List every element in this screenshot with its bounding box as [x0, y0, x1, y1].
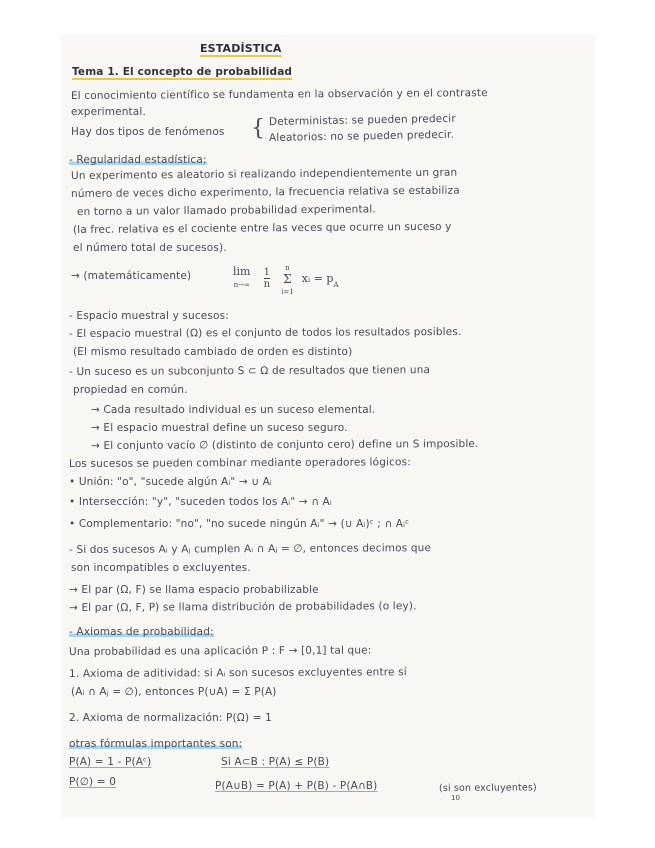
- espacio-heading: - Espacio muestral y sucesos:: [69, 310, 229, 322]
- formula-empty: P(∅) = 0: [69, 776, 117, 788]
- regularidad-line-1: Un experimento es aleatorio si realizando independientemente un gran: [70, 166, 458, 182]
- phenomena-lead: Hay dos tipos de fenómenos: [71, 126, 225, 138]
- phenomena-random: Aleatorios: no se pueden predecir.: [268, 128, 455, 144]
- formula-rest-subscript: A: [333, 281, 339, 290]
- topic-heading: Tema 1. El concepto de probabilidad: [72, 66, 293, 78]
- lim-subscript: n→∞: [233, 281, 250, 289]
- op-interseccion: • Intersección: "y", "suceden todos los Aᵢ" → ∩ Aᵢ: [69, 496, 332, 508]
- frac-denominator: n: [263, 279, 271, 290]
- combine-line: Los sucesos se pueden combinar mediante operadores lógicos:: [68, 456, 411, 470]
- page-title: ESTADÍSTICA: [200, 42, 282, 55]
- op-complementario: • Complementario: "no", "no sucede ningún Aᵢ" → (∪ Aᵢ)ᶜ ; ∩ Aᵢᶜ: [69, 518, 410, 530]
- lim-label: lim: [233, 265, 251, 278]
- otras-formulas-heading: otras fórmulas importantes son:: [69, 738, 243, 750]
- distribucion-probabilidades: → El par (Ω, F, P) se llama distribución de probabilidades (o ley).: [68, 600, 417, 614]
- phenomena-deterministic: Deterministas: se pueden predecir: [268, 112, 456, 128]
- axioma-aditividad-cont: (Aᵢ ∩ Aⱼ = ∅), entonces P(∪A) = Σ P(A): [71, 686, 277, 698]
- regularidad-line-2: número de veces dicho experimento, la frecuencia relativa se estabiliza: [70, 184, 460, 200]
- formula-rest: xᵢ = p: [301, 272, 334, 285]
- incompatibles-line-2: son incompatibles o excluyentes.: [71, 562, 251, 574]
- notebook-page: [63, 36, 593, 816]
- formula-complement: P(A) = 1 - P(Aᶜ): [69, 756, 152, 768]
- sum-symbol: Σ: [283, 272, 292, 286]
- brace-icon: {: [251, 116, 265, 141]
- regularidad-line-3: en torno a un valor llamado probabilidad experimental.: [76, 203, 376, 218]
- sum-lower: i=1: [281, 288, 294, 296]
- axioma-aditividad: 1. Axioma de aditividad: si Aᵢ son sucesos excluyentes entre sí: [68, 666, 407, 680]
- espacio-line-4: propiedad en común.: [73, 384, 188, 396]
- axiomas-definition: Una probabilidad es una aplicación P : F → [0,1] tal que:: [68, 644, 372, 658]
- suceso-imposible-bullet: → El conjunto vacío ∅ (distinto de conjunto cero) define un S imposible.: [90, 437, 479, 452]
- formula-subset: Si A⊂B : P(A) ≤ P(B): [221, 756, 330, 768]
- suceso-elemental-bullet: → Cada resultado individual es un suceso elemental.: [91, 404, 376, 416]
- page-number: 10: [451, 794, 460, 802]
- formula-union: P(A∪B) = P(A) + P(B) - P(A∩B): [215, 780, 378, 792]
- sum-upper: n: [285, 264, 290, 272]
- intro-line-2: experimental.: [71, 106, 146, 118]
- espacio-line-3: - Un suceso es un subconjunto S ⊂ Ω de resultados que tienen una: [68, 364, 431, 378]
- espacio-probabilizable: → El par (Ω, F) se llama espacio probabilizable: [69, 584, 319, 596]
- intro-line-1: El conocimiento científico se fundamenta en la observación y en el contraste: [70, 87, 488, 102]
- regularidad-heading: - Regularidad estadística:: [69, 154, 207, 166]
- formula-union-note: (si son excluyentes): [438, 782, 537, 794]
- regularidad-line-5: el número total de sucesos).: [73, 242, 227, 254]
- espacio-line-1: - El espacio muestral (Ω) es el conjunto de todos los resultados posibles.: [68, 325, 462, 340]
- incompatibles-line-1: - Si dos sucesos Aᵢ y Aⱼ cumplen Aᵢ ∩ Aⱼ = ∅, entonces decimos que: [68, 542, 432, 556]
- frac-numerator: 1: [263, 267, 270, 278]
- axiomas-heading: - Axiomas de probabilidad:: [69, 626, 214, 638]
- axioma-normalizacion: 2. Axioma de normalización: P(Ω) = 1: [69, 712, 272, 724]
- limit-formula: [233, 260, 339, 297]
- espacio-line-2: (El mismo resultado cambiado de orden es distinto): [73, 346, 353, 358]
- op-union: • Unión: "o", "sucede algún Aᵢ" → ∪ Aᵢ: [69, 476, 272, 488]
- regularidad-line-4: (la frec. relativa es el cociente entre las veces que ocurre un suceso y: [72, 220, 452, 236]
- formula-lead: → (matemáticamente): [71, 270, 192, 282]
- suceso-seguro-bullet: → El espacio muestral define un suceso seguro.: [91, 422, 348, 434]
